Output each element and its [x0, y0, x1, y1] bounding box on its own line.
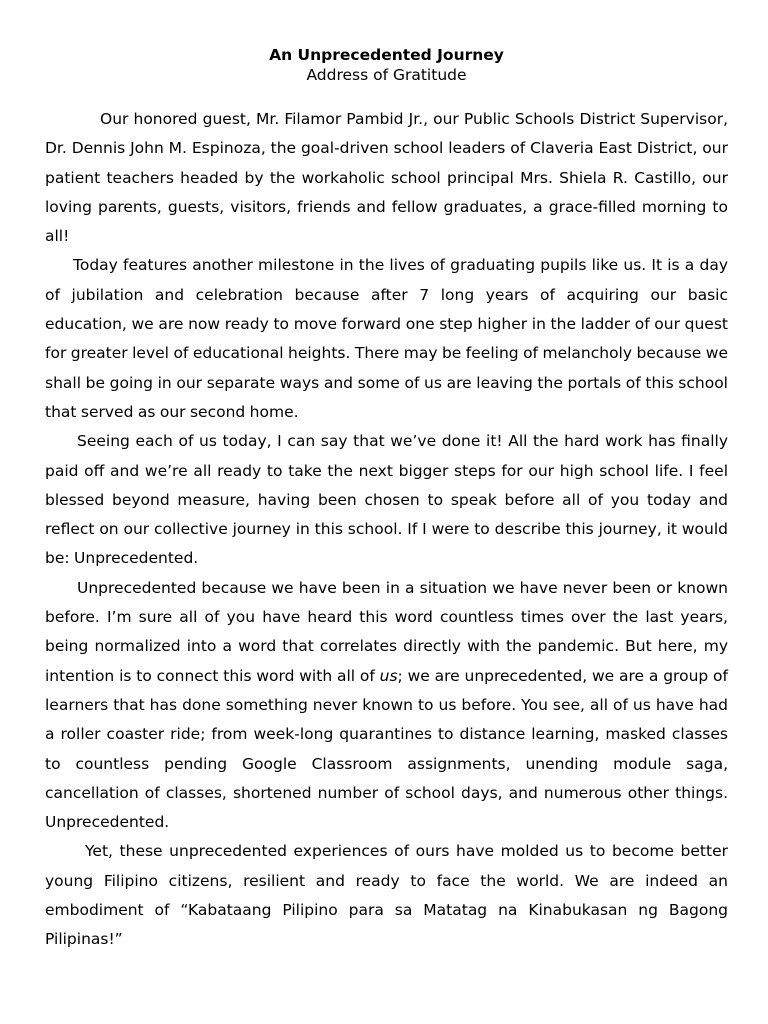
paragraph-closing: Yet, these unprecedented experiences of ours have molded us to become better young Filipino citizens, resilient and ready to face the world. We are indeed an embodiment of “Kabataang Pilipino para sa Matatag na Kinabukasan ng Bagong Pilipinas!” [45, 842, 728, 949]
paragraph-unprecedented-part-2: ; we are unprecedented, we are a group of learners that has done something never known to us before. You see, all of us have had a roller coaster ride; from week-long quarantines to distance learning, masked classes to countless pending Google Classroom assignments, unending module saga, cancellation of classes, shortened number of school days, and numerous other things. Unprecedented. [45, 666, 728, 832]
emphasis-us: us [379, 666, 398, 685]
paragraph-milestone: Today features another milestone in the lives of graduating pupils like us. It is a day of jubilation and celebration because after 7 long years of acquiring our basic education, we are now ready to move forward one step higher in the ladder of our quest for greater level of educational heights. There may be feeling of melancholy because we shall be going in our separate ways and some of us are leaving the portals of this school that served as our second home. [45, 256, 728, 421]
document-subtitle: Address of Gratitude [306, 66, 467, 84]
paragraph-reflection: Seeing each of us today, I can say that we’ve done it! All the hard work has finally paid off and we’re all ready to take the next bigger steps for our high school life. I feel blessed beyond measure, having been chosen to speak before all of you today and reflect on our collective journey in this school. If I were to describe this journey, it would be: Unprecedented. [45, 432, 728, 568]
paragraph-unprecedented [45, 574, 728, 838]
document-title: An Unprecedented Journey [269, 46, 504, 64]
paragraph-unprecedented-part-1: Unprecedented because we have been in a situation we have never been or known before. I’m sure all of you have heard this word countless times over the last years, being normalized into a word that correlates directly with the pandemic. But here, my intention is to connect this word with all of [45, 578, 728, 685]
document-page [45, 45, 728, 955]
paragraph-greeting: Our honored guest, Mr. Filamor Pambid Jr., our Public Schools District Supervisor, Dr. Dennis John M. Espinoza, the goal-driven school leaders of Claveria East District, our patient teachers headed by the workaholic school principal Mrs. Shiela R. Castillo, our loving parents, guests, visitors, friends and fellow graduates, a grace-filled morning to all! [45, 110, 728, 246]
